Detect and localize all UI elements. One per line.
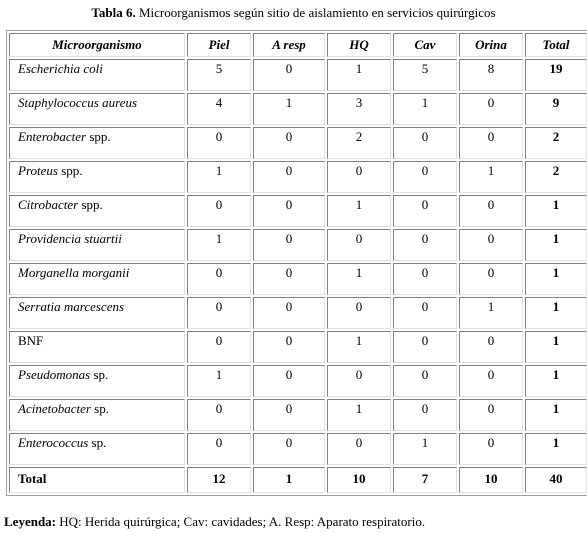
cell-cav: 0: [393, 229, 457, 261]
organism-name-cell: [9, 93, 185, 125]
cell-cav: 0: [393, 297, 457, 329]
table-row: [9, 195, 587, 227]
header-row: [9, 33, 587, 57]
organism-name-cell: [9, 331, 185, 363]
cell-a-resp: 0: [253, 59, 325, 91]
cell-piel: 0: [187, 127, 251, 159]
cell-total: 2: [525, 161, 587, 193]
organism-name: Morganella morganii: [18, 265, 130, 280]
cell-hq: 1: [327, 195, 391, 227]
cell-piel: 0: [187, 433, 251, 465]
cell-cav: 0: [393, 399, 457, 431]
cell-total: 1: [525, 195, 587, 227]
organism-name-cell: [9, 433, 185, 465]
cell-hq: 0: [327, 161, 391, 193]
organism-name-cell: [9, 195, 185, 227]
table-row: [9, 93, 587, 125]
total-a-resp: 1: [253, 467, 325, 493]
cell-total: 1: [525, 365, 587, 397]
cell-piel: 0: [187, 263, 251, 295]
cell-cav: 0: [393, 365, 457, 397]
organism-name-cell: [9, 365, 185, 397]
table-row: [9, 433, 587, 465]
cell-total: 9: [525, 93, 587, 125]
organism-name: Citrobacter: [18, 197, 79, 212]
organism-name: Enterobacter: [18, 129, 87, 144]
cell-a-resp: 0: [253, 433, 325, 465]
organism-suffix: spp.: [78, 197, 103, 212]
cell-total: 1: [525, 399, 587, 431]
caption-text: Microorganismos según sitio de aislamiento en servicios quirúrgicos: [135, 5, 496, 20]
organism-name: BNF: [18, 333, 44, 348]
total-grand: 40: [525, 467, 587, 493]
cell-orina: 0: [459, 263, 523, 295]
organism-name: Serratia marcescens: [18, 299, 125, 314]
organism-name: Providencia stuartii: [18, 231, 122, 246]
cell-piel: 0: [187, 297, 251, 329]
microorganism-table: [6, 30, 587, 496]
cell-a-resp: 0: [253, 399, 325, 431]
cell-cav: 0: [393, 161, 457, 193]
table-row: [9, 161, 587, 193]
cell-cav: 0: [393, 263, 457, 295]
cell-a-resp: 0: [253, 365, 325, 397]
cell-hq: 1: [327, 263, 391, 295]
cell-hq: 3: [327, 93, 391, 125]
table-row: [9, 331, 587, 363]
total-hq: 10: [327, 467, 391, 493]
cell-piel: 0: [187, 195, 251, 227]
legend-label: Leyenda:: [4, 514, 56, 529]
cell-orina: 0: [459, 433, 523, 465]
cell-a-resp: 0: [253, 195, 325, 227]
organism-name-cell: [9, 127, 185, 159]
cell-total: 1: [525, 229, 587, 261]
cell-cav: 0: [393, 195, 457, 227]
cell-a-resp: 0: [253, 263, 325, 295]
organism-name-cell: [9, 59, 185, 91]
cell-cav: 5: [393, 59, 457, 91]
total-label: Total: [9, 467, 185, 493]
cell-total: 1: [525, 263, 587, 295]
table-row: [9, 297, 587, 329]
cell-orina: 1: [459, 161, 523, 193]
cell-cav: 1: [393, 433, 457, 465]
cell-hq: 0: [327, 433, 391, 465]
organism-name-cell: [9, 263, 185, 295]
header-cav: Cav: [393, 33, 457, 57]
cell-total: 2: [525, 127, 587, 159]
table-legend: [4, 513, 425, 530]
cell-piel: 0: [187, 331, 251, 363]
organism-name: Acinetobacter: [18, 401, 91, 416]
organism-suffix: sp.: [90, 401, 109, 416]
table-caption: [0, 4, 587, 21]
cell-cav: 0: [393, 127, 457, 159]
total-piel: 12: [187, 467, 251, 493]
organism-name-cell: [9, 399, 185, 431]
organism-suffix: spp.: [57, 163, 83, 178]
table-row: [9, 127, 587, 159]
cell-orina: 0: [459, 365, 523, 397]
cell-a-resp: 0: [253, 297, 325, 329]
cell-cav: 0: [393, 331, 457, 363]
organism-name-cell: [9, 297, 185, 329]
table-body: [9, 59, 587, 493]
cell-orina: 0: [459, 127, 523, 159]
organism-suffix: spp.: [86, 129, 111, 144]
table-row: [9, 399, 587, 431]
total-cav: 7: [393, 467, 457, 493]
cell-hq: 0: [327, 365, 391, 397]
cell-piel: 4: [187, 93, 251, 125]
total-row: [9, 467, 587, 493]
table-row: [9, 59, 587, 91]
cell-orina: 1: [459, 297, 523, 329]
cell-orina: 0: [459, 331, 523, 363]
cell-cav: 1: [393, 93, 457, 125]
cell-a-resp: 0: [253, 229, 325, 261]
cell-total: 19: [525, 59, 587, 91]
cell-piel: 1: [187, 365, 251, 397]
total-orina: 10: [459, 467, 523, 493]
cell-hq: 1: [327, 59, 391, 91]
organism-name: Pseudomonas: [18, 367, 91, 382]
cell-orina: 0: [459, 399, 523, 431]
caption-label: Tabla 6.: [91, 5, 136, 20]
header-piel: Piel: [187, 33, 251, 57]
cell-orina: 0: [459, 93, 523, 125]
cell-a-resp: 0: [253, 127, 325, 159]
organism-name: Staphylococcus aureus: [18, 95, 138, 110]
cell-a-resp: 1: [253, 93, 325, 125]
table-row: [9, 263, 587, 295]
cell-hq: 2: [327, 127, 391, 159]
cell-hq: 1: [327, 399, 391, 431]
header-a-resp: A resp: [253, 33, 325, 57]
cell-total: 1: [525, 297, 587, 329]
cell-piel: 1: [187, 229, 251, 261]
cell-piel: 1: [187, 161, 251, 193]
cell-a-resp: 0: [253, 161, 325, 193]
cell-a-resp: 0: [253, 331, 325, 363]
organism-name: Proteus: [18, 163, 58, 178]
table-row: [9, 229, 587, 261]
organism-name-cell: [9, 229, 185, 261]
cell-hq: 0: [327, 229, 391, 261]
legend-text: HQ: Herida quirúrgica; Cav: cavidades; A. Resp: Aparato respiratorio.: [56, 514, 426, 529]
cell-piel: 5: [187, 59, 251, 91]
organism-name: Enterococcus: [18, 435, 89, 450]
cell-total: 1: [525, 433, 587, 465]
header-total: Total: [525, 33, 587, 57]
cell-orina: 0: [459, 195, 523, 227]
cell-total: 1: [525, 331, 587, 363]
organism-name: Escherichia coli: [18, 61, 103, 76]
header-hq: HQ: [327, 33, 391, 57]
cell-piel: 0: [187, 399, 251, 431]
header-microorganismo: Microorganismo: [9, 33, 185, 57]
organism-name-cell: [9, 161, 185, 193]
cell-hq: 0: [327, 297, 391, 329]
cell-hq: 1: [327, 331, 391, 363]
header-orina: Orina: [459, 33, 523, 57]
organism-suffix: sp.: [88, 435, 107, 450]
cell-orina: 0: [459, 229, 523, 261]
organism-suffix: sp.: [90, 367, 109, 382]
cell-orina: 8: [459, 59, 523, 91]
table-row: [9, 365, 587, 397]
